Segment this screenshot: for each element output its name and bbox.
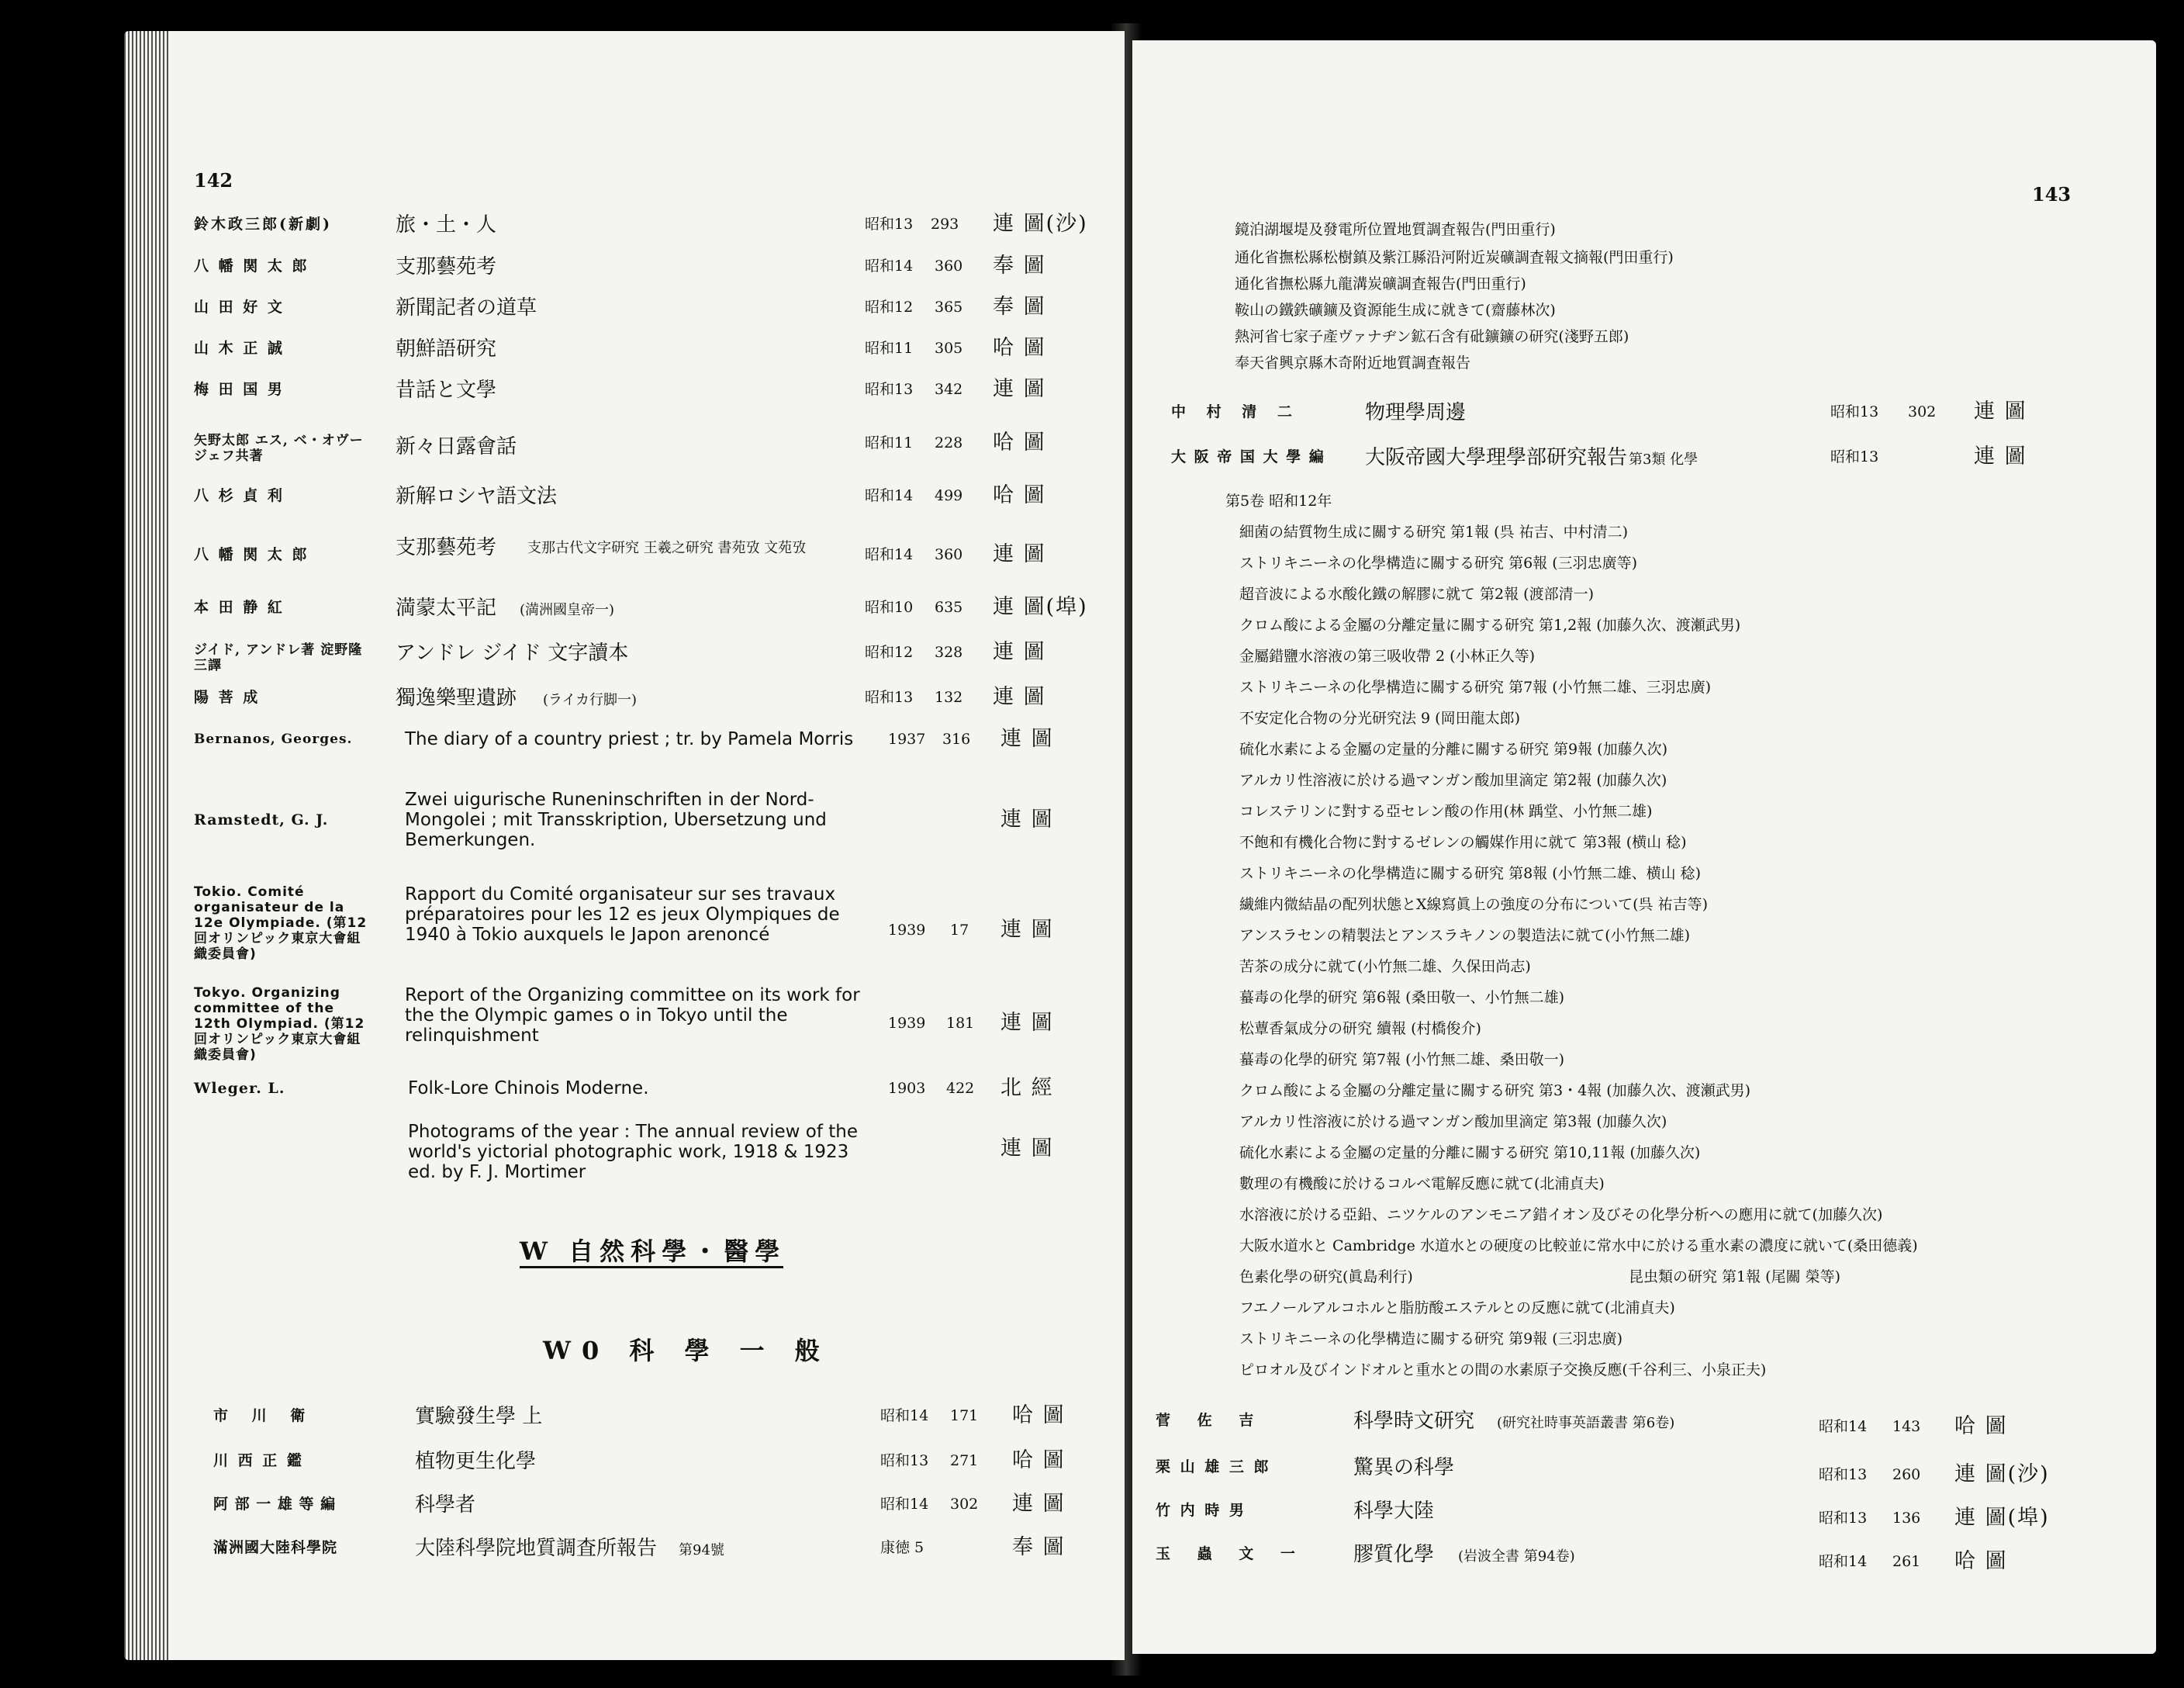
list-item: 蟇毒の化學的研究 第6報 (桑田敬一、小竹無二雄): [1239, 989, 1564, 1006]
entry-pages: 261: [1892, 1553, 1921, 1570]
entry-title: 大阪帝國大學理學部研究報告: [1365, 446, 1628, 469]
entry-title: アンドレ ジイド 文字讀本: [396, 642, 629, 665]
left-page: [124, 31, 1125, 1660]
entry-location: 哈 圖: [1954, 1549, 2008, 1573]
list-item: 不飽和有機化合物に對するゼレンの觸媒作用に就て 第3報 (横山 稔): [1239, 834, 1687, 851]
entry-location: 連 圖(沙): [1954, 1462, 2050, 1486]
list-item: 繊維内微結晶の配列状態とX線寫眞上の強度の分布について(呉 祐吉等): [1239, 896, 1709, 913]
entry-author: 八 幡 関 太 郎: [194, 258, 309, 275]
entry-location: 奉 圖: [1012, 1535, 1066, 1559]
list-item: ストリキニーネの化學構造に關する研究 第7報 (小竹無二雄、三羽忠廣): [1239, 679, 1712, 696]
list-item: アルカリ性溶液に於ける過マンガン酸加里滴定 第2報 (加藤久次): [1239, 772, 1667, 789]
entry-author: ジイド, アンドレ著 淀野隆三譯: [194, 642, 363, 673]
entry-pages: 499: [935, 487, 963, 504]
entry-date: 昭和13: [880, 1452, 929, 1469]
entry-note: (ライカ行脚一): [543, 692, 637, 708]
entry-title: 昔話と文學: [396, 379, 497, 402]
entry-date: 昭和14: [880, 1496, 929, 1513]
entry-pages: 316: [942, 731, 971, 748]
list-item: 硫化水素による金屬の定量的分離に關する研究 第10,11報 (加藤久次): [1239, 1144, 1701, 1161]
entry-title: 實驗發生學 上: [415, 1405, 543, 1428]
list-item: 苦茶の成分に就て(小竹無二雄、久保田尚志): [1239, 958, 1531, 975]
page-number: 143: [2032, 183, 2072, 206]
list-item: ストリキニーネの化學構造に關する研究 第8報 (小竹無二雄、横山 稔): [1239, 865, 1702, 882]
entry-date: 1939: [888, 1015, 926, 1032]
entry-location: 哈 圖: [993, 483, 1046, 507]
entry-pages: 328: [935, 644, 963, 661]
entry-pages: 171: [950, 1407, 979, 1424]
entry-author: 市 川 衛: [213, 1407, 315, 1424]
entry-title: 大陸科學院地質調査所報告: [415, 1537, 658, 1560]
entry-date: 昭和13: [1830, 448, 1879, 465]
entry-title: 科學時文研究: [1353, 1410, 1475, 1433]
entry-author: 梅 田 国 男: [194, 381, 285, 398]
entry-date: 昭和14: [880, 1407, 929, 1424]
entry-date: 昭和14: [865, 487, 914, 504]
entry-pages: 365: [935, 299, 963, 316]
list-item: 水溶液に於ける亞鉛、ニツケルのアンモニア錯イオン及びその化學分析への應用に就て(加藤久次): [1239, 1206, 1883, 1223]
entry-author: 川 西 正 鑑: [213, 1452, 304, 1469]
list-item: 熱河省七家子產ヴァナヂン鉱石含有砒鑛鑛の研究(淺野五郎): [1235, 328, 1629, 345]
entry-date: 昭和14: [1819, 1418, 1868, 1435]
entry-title: Rapport du Comité organisateur sur ses travaux préparatoires pour les 12 es jeux Olympiques de 1940 à Tokio auxquels le Japon arenoncé: [405, 884, 840, 945]
entry-location: 連 圖: [1000, 727, 1054, 751]
entry-pages: 132: [935, 689, 963, 706]
entry-author: 玉 蟲 文 一: [1156, 1545, 1306, 1562]
entry-author: 八 杉 貞 利: [194, 487, 285, 504]
entry-title: 朝鮮語研究: [396, 337, 497, 361]
entry-title: The diary of a country priest ; tr. by Pamela Morris: [405, 729, 854, 749]
entry-location: 連 圖: [1000, 1136, 1054, 1160]
entry-note: 第3類 化學: [1629, 451, 1698, 468]
list-item: 數理の有機酸に於けるコルベ電解反應に就て(北浦貞夫): [1239, 1175, 1605, 1192]
entry-note: (岩波全書 第94卷): [1458, 1548, 1575, 1565]
entry-location: 連 圖: [993, 685, 1046, 709]
entry-note: (満洲國皇帝一): [520, 602, 615, 618]
entry-author: 栗 山 雄 三 郎: [1156, 1458, 1271, 1475]
entry-date: 1939: [888, 922, 926, 939]
entry-location: 北 經: [1000, 1076, 1054, 1100]
list-item: アルカリ性溶液に於ける過マンガン酸加里滴定 第3報 (加藤久次): [1239, 1113, 1667, 1130]
page-number: 142: [194, 169, 233, 192]
entry-pages: 360: [935, 258, 963, 275]
entry-pages: 293: [931, 216, 959, 233]
entry-date: 昭和11: [865, 340, 914, 357]
entry-pages: 17: [950, 922, 969, 939]
entry-pages: 260: [1892, 1466, 1921, 1483]
entry-title: 満蒙太平記: [396, 597, 497, 620]
list-item: 松蕈香氣成分の研究 續報 (村橋俊介): [1239, 1020, 1481, 1037]
entry-location: 連 圖: [993, 377, 1046, 401]
entry-location: 連 圖(埠): [993, 595, 1088, 619]
entry-pages: 181: [946, 1015, 975, 1032]
entry-author: 山 木 正 誠: [194, 340, 285, 357]
entry-author: Bernanos, Georges.: [194, 732, 353, 747]
entry-title: 獨逸樂聖遺跡: [396, 687, 517, 710]
entry-pages: 143: [1892, 1418, 1921, 1435]
entry-date: 康徳 5: [880, 1539, 924, 1556]
entry-date: 1937: [888, 731, 926, 748]
entry-date: 昭和13: [1830, 403, 1879, 420]
entry-title: 膠質化學: [1353, 1543, 1435, 1566]
section-heading: W 自然科學・醫學: [520, 1237, 786, 1266]
entry-author: 菅 佐 吉: [1156, 1412, 1265, 1429]
entry-location: 連 圖: [1012, 1492, 1066, 1516]
entry-location: 哈 圖: [1012, 1403, 1066, 1427]
entry-author: 大 阪 帝 国 大 學 編: [1171, 448, 1325, 465]
entry-pages: 136: [1892, 1510, 1921, 1527]
entry-location: 哈 圖: [993, 336, 1046, 360]
entry-author: 八 幡 関 太 郎: [194, 546, 309, 563]
list-item: 細菌の結質物生成に關する研究 第1報 (呉 祐吉、中村清二): [1239, 524, 1629, 541]
entry-title: Zwei uigurische Runeninschriften in der Nord-Mongolei ; mit Transskription, Ubersetzung und Bemerkungen.: [405, 790, 827, 850]
list-item: 大阪水道水と Cambridge 水道水との硬度の比較並に常水中に於ける重水素の濃度に就いて(桑田德義): [1239, 1237, 1918, 1254]
entry-author: 鈴木政三郎(新劇): [194, 216, 332, 233]
list-item: 蟇毒の化學的研究 第7報 (小竹無二雄、桑田敬一): [1239, 1051, 1564, 1068]
list-item: アンスラセンの精製法とアンスラキノンの製造法に就て(小竹無二雄): [1239, 927, 1691, 944]
entry-date: 昭和13: [865, 381, 914, 398]
list-item: 鞍山の鐵鉄礦鑛及資源能生成に就きて(齋藤林次): [1235, 302, 1556, 319]
entry-title: 支那藝苑考: [396, 255, 497, 278]
entry-pages: 342: [935, 381, 963, 398]
entry-location: 哈 圖: [1954, 1414, 2008, 1438]
list-item: 通化省撫松縣九龍溝炭礦調査報告(門田重行): [1235, 275, 1526, 292]
entry-note: 第94號: [679, 1542, 724, 1558]
entry-title: Folk-Lore Chinois Moderne.: [408, 1078, 649, 1098]
entry-author: 矢野太郎 エス, ベ・オヴージェフ共著: [194, 433, 364, 464]
entry-pages: 360: [935, 546, 963, 563]
entry-location: 連 圖: [993, 640, 1046, 664]
entry-date: 昭和13: [1819, 1466, 1868, 1483]
entry-pages: 271: [950, 1452, 979, 1469]
list-item: 不安定化合物の分光研究法 9 (岡田龍太郎): [1239, 710, 1520, 727]
entry-date: 昭和11: [865, 434, 914, 451]
list-item: ストリキニーネの化學構造に關する研究 第9報 (三羽忠廣): [1239, 1330, 1623, 1347]
entry-date: 昭和13: [865, 216, 914, 233]
entry-location: 連 圖: [1000, 808, 1054, 832]
entry-location: 連 圖: [1000, 918, 1054, 942]
entry-location: 哈 圖: [1012, 1448, 1066, 1472]
entry-date: 昭和12: [865, 644, 914, 661]
entry-author: Wleger. L.: [194, 1080, 285, 1097]
entry-location: 連 圖: [1974, 400, 2027, 424]
entry-date: 昭和14: [865, 546, 914, 563]
entry-location: 連 圖: [1000, 1011, 1054, 1035]
list-item: コレステリンに對する亞セレン酸の作用(林 踽堂、小竹無二雄): [1239, 803, 1653, 820]
entry-location: 奉 圖: [993, 254, 1046, 278]
list-item: 鏡泊湖堰堤及發電所位置地質調査報告(門田重行): [1235, 221, 1556, 238]
entry-location: 連 圖(埠): [1954, 1506, 2050, 1530]
list-item: 超音波による水酸化鐵の解膠に就て 第2報 (渡部清一): [1239, 586, 1594, 603]
volume-label: 第5卷 昭和12年: [1225, 493, 1332, 510]
entry-author: 滿洲國大陸科學院: [213, 1539, 338, 1556]
entry-title: Report of the Organizing committee on its work for the the Olympic games o in Tokyo until the relinquishment: [405, 985, 860, 1046]
right-page: [1132, 40, 2156, 1654]
entry-author: 陽 菩 成: [194, 689, 261, 706]
entry-date: 昭和12: [865, 299, 914, 316]
entry-author: 竹 内 時 男: [1156, 1502, 1246, 1519]
entry-date: 昭和10: [865, 599, 914, 616]
list-item: ピロオル及びインドオルと重水との間の水素原子交換反應(千谷利三、小泉正夫): [1239, 1361, 1767, 1378]
entry-author: 阿 部 一 雄 等 編: [213, 1496, 337, 1513]
entry-author: 本 田 静 紅: [194, 599, 285, 616]
list-item: 硫化水素による金屬の定量的分離に關する研究 第9報 (加藤久次): [1239, 741, 1667, 758]
entry-title: 新聞記者の道草: [396, 296, 537, 320]
subsection-heading: W0 科 學 一 般: [543, 1336, 831, 1365]
entry-pages: 302: [950, 1496, 979, 1513]
entry-title: 支那藝苑考: [396, 536, 497, 559]
entry-date: 昭和13: [865, 689, 914, 706]
entry-location: 連 圖(沙): [993, 212, 1088, 236]
entry-note: 支那古代文字研究 王羲之研究 書苑攷 文苑攷: [527, 540, 807, 556]
entry-author: Ramstedt, G. J.: [194, 811, 329, 828]
list-item: クロム酸による金屬の分離定量に關する研究 第1,2報 (加藤久次、渡瀬武男): [1239, 617, 1741, 634]
entry-note: (研究社時事英語叢書 第6卷): [1497, 1415, 1675, 1431]
entry-title: 科學者: [415, 1493, 476, 1517]
entry-pages: 228: [935, 434, 963, 451]
entry-date: 昭和14: [1819, 1553, 1868, 1570]
entry-title: 科學大陸: [1353, 1499, 1435, 1523]
entry-title: 新々日露會話: [396, 435, 517, 458]
entry-pages: 305: [935, 340, 963, 357]
entry-location: 哈 圖: [993, 431, 1046, 455]
entry-location: 奉 圖: [993, 295, 1046, 319]
list-item: 通化省撫松縣松樹鎮及紫江縣沿河附近炭礦調査報文摘報(門田重行): [1235, 249, 1674, 266]
entry-pages: 635: [935, 599, 963, 616]
entry-title: 新解ロシヤ語文法: [396, 485, 558, 508]
list-item: クロム酸による金屬の分離定量に關する研究 第3・4報 (加藤久次、渡瀬武男): [1239, 1082, 1751, 1099]
list-item: 奉天省興京縣木奇附近地質調査報告: [1235, 355, 1471, 372]
entry-title: 植物更生化學: [415, 1450, 537, 1473]
list-item: フエノールアルコホルと脂肪酸エステルとの反應に就て(北浦貞夫): [1239, 1299, 1675, 1316]
entry-author: 中 村 清 二: [1171, 403, 1300, 420]
list-item: 金屬錯鹽水溶液の第三吸收帶 2 (小林正久等): [1239, 648, 1535, 665]
entry-title: 驚異の科學: [1353, 1456, 1455, 1479]
list-item: 昆虫類の研究 第1報 (尾關 榮等): [1629, 1268, 1841, 1285]
entry-title: 旅・土・人: [396, 213, 497, 237]
entry-location: 連 圖: [993, 542, 1046, 566]
entry-author: 山 田 好 文: [194, 299, 285, 316]
entry-location: 連 圖: [1974, 444, 2027, 469]
list-item: ストリキニーネの化學構造に關する研究 第6報 (三羽忠廣等): [1239, 555, 1638, 572]
entry-title: Photograms of the year : The annual review of the world's yictorial photographic work, 1918 & 1923 ed. by F. J. Mortimer: [408, 1122, 858, 1182]
entry-title: 物理學周邊: [1365, 401, 1467, 424]
entry-date: 1903: [888, 1080, 926, 1097]
entry-author: Tokyo. Organizing committee of the 12th Olympiad. (第12回オリンピック東京大會組織委員會): [194, 985, 365, 1063]
entry-date: 昭和14: [865, 258, 914, 275]
entry-date: 昭和13: [1819, 1510, 1868, 1527]
entry-pages: 422: [946, 1080, 975, 1097]
section-heading-underline: [520, 1266, 783, 1268]
entry-pages: 302: [1908, 403, 1937, 420]
entry-author: Tokio. Comité organisateur de la 12e Olympiade. (第12回オリンピック東京大會組織委員會): [194, 884, 368, 962]
list-item: 色素化學の研究(眞島利行): [1239, 1268, 1413, 1285]
